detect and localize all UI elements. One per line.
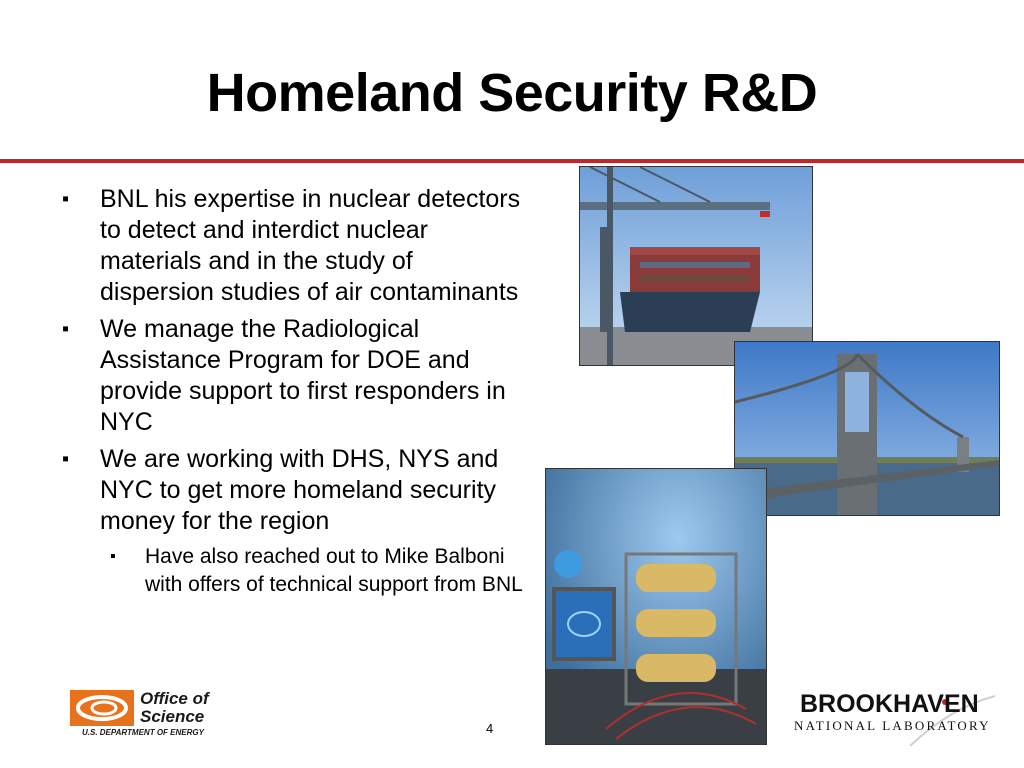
doe-caption: U.S. DEPARTMENT OF ENERGY [82, 728, 204, 737]
logo-line1: Office of [140, 689, 209, 708]
bnl-name: BROOKHAVEN [800, 690, 979, 718]
bullet-text: We are working with DHS, NYS and NYC to get more homeland security money for the region [100, 445, 499, 535]
office-of-science-text [140, 690, 209, 726]
page-number: 4 [486, 721, 494, 736]
bullet-item: ▪ BNL his expertise in nuclear detectors to detect and interdict nuclear materials and in the study of dispersion studies of air contaminants [62, 184, 532, 308]
slide-title: Homeland Security R&D [206, 63, 818, 123]
bullet-item: ▪ We manage the Radiological Assistance Program for DOE and provide support to first responders in NYC [62, 314, 532, 438]
sub-bullet-list [62, 543, 532, 599]
bullet-list [62, 184, 532, 605]
bridge-photo [734, 341, 1000, 516]
title-divider [0, 159, 1024, 163]
cargo-ship-photo [579, 166, 813, 366]
logo-line2: Science [140, 707, 205, 726]
bnl-subtitle: NATIONAL LABORATORY [794, 718, 991, 733]
detector-equipment-photo [545, 468, 767, 745]
bullet-item [62, 444, 532, 599]
sub-bullet-item: ▪ Have also reached out to Mike Balboni with offers of technical support from BNL [62, 543, 532, 599]
doe-swirl-icon [70, 690, 134, 726]
office-of-science-logo [70, 690, 250, 742]
bnl-logo [790, 688, 1005, 748]
